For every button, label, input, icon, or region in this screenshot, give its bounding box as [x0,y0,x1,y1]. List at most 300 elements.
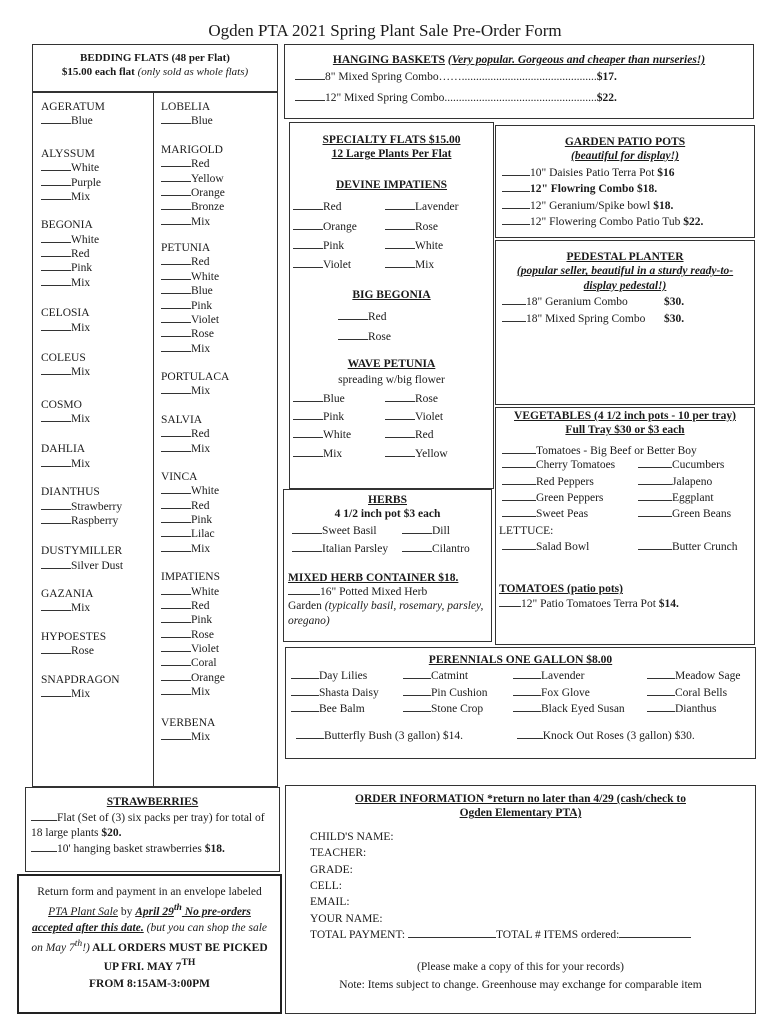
item-label: Pink [323,410,345,423]
item-label: Rose [415,220,438,233]
return-p1: Return form and payment in an envelope labeled [37,886,262,898]
perennials-heading: PERENNIALS ONE GALLON $8.00 [428,654,613,666]
quantity-blank[interactable] [161,114,191,124]
strawberry-flat-blank[interactable] [31,811,57,821]
return-shop-end: !) [82,941,90,954]
return-instructions-box [17,874,282,1014]
perennial-blank[interactable] [647,702,675,712]
quantity-blank[interactable] [293,220,323,230]
item-label: Italian Parsley [322,543,389,556]
strawberry-basket-blank[interactable] [31,842,57,852]
perennial-label: Black Eyed Susan [541,703,625,716]
grid-row [293,428,493,442]
plant-variety [161,270,271,284]
quantity-blank[interactable] [41,559,71,569]
quantity-blank[interactable] [638,507,672,517]
quantity-blank[interactable] [41,601,71,611]
quantity-blank[interactable] [161,200,191,210]
item-label: Butter Crunch [672,541,738,553]
item-label: Green Beans [672,508,732,521]
quantity-blank[interactable] [161,157,191,167]
order-field-label: EMAIL: [310,896,350,909]
order-field-row [310,911,755,926]
plant-name: DAHLIA [41,443,86,456]
plant-name: HYPOESTES [41,630,107,643]
grid-cell [638,458,758,472]
page-title: Ogden PTA 2021 Spring Plant Sale Pre-Order Form [208,21,562,40]
quantity-blank[interactable] [161,642,191,652]
plant-name: VERBENA [161,716,216,729]
quantity-blank[interactable] [402,524,432,534]
quantity-blank[interactable] [161,671,191,681]
item-label: Sweet Basil [322,524,377,537]
patio-pot-item [502,182,754,196]
item-label: Raspberry [71,514,119,527]
perennial-label: Pin Cushion [431,686,488,699]
quantity-blank[interactable] [638,458,672,468]
quantity-blank[interactable] [41,365,71,375]
plant-group [41,147,151,205]
lettuce-label: LETTUCE: [499,524,554,537]
plant-variety [161,327,271,341]
item-label: Orange [191,186,225,199]
plant-variety [161,384,271,398]
bedding-right-column [161,100,271,758]
item-label: Pink [191,614,213,627]
item-label: Red [191,599,210,612]
plant-name: MARIGOLD [161,143,223,156]
item-label: Mix [71,366,91,379]
return-date-th: th [173,901,182,913]
big-begonia-item [338,310,493,324]
order-field-label: GRADE: [310,863,353,876]
plant-variety [41,190,151,204]
veg-sub: Full Tray $30 or $3 each [565,424,685,437]
quantity-blank[interactable] [41,247,71,257]
bedding-price-note: (only sold as whole flats) [137,65,249,78]
perennial-cell [291,702,403,716]
quantity-blank[interactable] [161,284,191,294]
grid-cell [292,524,402,538]
plant-name: DIANTHUS [41,486,100,499]
perennial-cell [513,702,647,716]
perennial-blank[interactable] [647,669,675,679]
quantity-blank[interactable] [385,220,415,230]
grid-cell [293,239,385,253]
quantity-blank[interactable] [385,410,415,420]
herbs-heading: HERBS [368,494,407,506]
grid-cell [293,428,385,442]
quantity-blank[interactable] [41,500,71,510]
quantity-blank[interactable] [161,299,191,309]
perennial-blank[interactable] [513,702,541,712]
roses-blank[interactable] [517,729,543,739]
quantity-blank[interactable] [385,258,415,268]
quantity-blank[interactable] [293,392,323,402]
quantity-blank[interactable] [385,200,415,210]
quantity-blank[interactable] [293,239,323,249]
item-label: Mix [191,385,211,398]
quantity-blank[interactable] [41,190,71,200]
item-label: Bronze [191,201,225,214]
patio-pot-label: 12" Flowring Combo $18. [530,183,658,196]
quantity-blank[interactable] [161,656,191,666]
quantity-blank[interactable] [41,321,71,331]
quantity-blank[interactable] [385,447,415,457]
quantity-blank[interactable] [161,599,191,609]
patio-pot-blank[interactable] [502,182,530,192]
quantity-blank[interactable] [338,330,368,340]
herb-container-blank[interactable] [288,585,320,595]
quantity-blank[interactable] [41,457,71,467]
perennial-blank[interactable] [513,669,541,679]
item-label: Cucumbers [672,459,725,472]
veg-tomatoes-blank[interactable] [502,444,536,454]
return-shop: (but you can shop the sale on May 7 [31,922,268,954]
item-label: Mix [71,190,91,203]
hanging-basket-blank[interactable] [295,70,325,80]
item-label: Coral [191,657,217,670]
grid-cell [502,458,638,472]
hanging-basket-price: $17. [596,71,617,84]
patio-tomatoes-blank[interactable] [499,597,521,607]
perennial-row [291,669,755,683]
quantity-blank[interactable] [161,215,191,225]
perennial-label: Day Lilies [319,670,368,683]
plant-variety [161,186,271,200]
hanging-basket-item [295,91,753,105]
perennial-blank[interactable] [403,669,431,679]
plant-variety [161,114,271,128]
quantity-blank[interactable] [41,276,71,286]
perennial-cell [513,686,647,700]
perennial-blank[interactable] [513,686,541,696]
perennial-blank[interactable] [291,702,319,712]
quantity-blank[interactable] [638,540,672,550]
perennial-label: Meadow Sage [675,670,741,683]
quantity-blank[interactable] [161,270,191,280]
bedding-flats-header-box [32,44,278,92]
plant-variety [41,559,151,573]
grid-row [502,458,754,472]
quantity-blank[interactable] [161,186,191,196]
order-note: Note: Items subject to change. Greenhouse may exchange for comparable item [339,978,702,991]
quantity-blank[interactable] [502,491,536,501]
perennial-cell [291,686,403,700]
plant-variety [161,157,271,171]
item-label: Green Peppers [536,491,604,504]
quantity-blank[interactable] [161,442,191,452]
item-label: Red [323,201,342,214]
hanging-basket-price: $22. [596,91,617,104]
item-label: White [191,270,220,283]
patio-pot-blank[interactable] [502,215,530,225]
quantity-blank[interactable] [502,458,536,468]
quantity-blank[interactable] [385,239,415,249]
pedestal-planter-box [495,240,755,405]
plant-group [41,442,151,471]
quantity-blank[interactable] [41,644,71,654]
order-field-row [310,894,755,909]
grid-cell [292,542,402,556]
grid-row [502,507,754,521]
patio-heading: GARDEN PATIO POTS [564,136,686,148]
plant-variety [161,599,271,613]
order-field-row [310,862,755,877]
plant-variety [41,176,151,190]
order-field-row [310,878,755,893]
plant-variety [41,457,151,471]
plant-variety [41,233,151,247]
perennial-cell [403,702,513,716]
grid-cell [293,447,385,461]
plant-variety [161,613,271,627]
quantity-blank[interactable] [41,176,71,186]
order-information-box [285,785,756,1014]
patio-pot-price: $18. [653,199,674,212]
item-label: Orange [323,220,357,233]
patio-pot-item [502,215,754,229]
quantity-blank[interactable] [385,428,415,438]
perennial-blank[interactable] [647,686,675,696]
plant-variety [161,499,271,513]
item-label: White [71,162,100,175]
bedding-heading: BEDDING FLATS (48 per Flat) [80,52,230,64]
item-label: Mix [71,321,91,334]
butterfly-blank[interactable] [296,729,324,739]
plant-variety [161,542,271,556]
quantity-blank[interactable] [41,233,71,243]
patio-pot-price: $16 [657,166,675,179]
grid-cell [502,540,638,554]
grid-cell [638,491,758,505]
item-label: Cherry Tomatoes [536,459,616,472]
quantity-blank[interactable] [292,524,322,534]
item-label: White [191,485,220,498]
plant-name: DUSTYMILLER [41,545,123,558]
plant-group [41,351,151,380]
order-field-row [310,829,755,844]
quantity-blank[interactable] [293,410,323,420]
item-label: Mix [415,259,435,272]
bedding-price: $15.00 each flat [61,65,135,78]
total-items-field[interactable] [619,927,691,938]
return-label: PTA Plant Sale [48,905,118,918]
item-label: Cilantro [432,543,470,556]
return-date: April 29 [135,905,174,918]
herbs-box [283,489,492,642]
grid-row [293,239,493,253]
item-label: Mix [71,602,91,615]
perennial-blank[interactable] [403,702,431,712]
quantity-blank[interactable] [502,540,536,550]
plant-name: PETUNIA [161,242,211,254]
item-label: Dill [432,524,450,537]
grid-cell [385,410,485,424]
item-label: Lilac [191,528,215,541]
quantity-blank[interactable] [338,310,368,320]
veg-heading: VEGETABLES (4 1/2 inch pots - 10 per tray) [514,410,736,422]
patio-pot-blank[interactable] [502,199,530,209]
pedestal-label: 18" Geranium Combo [526,296,628,309]
plant-variety [41,365,151,379]
quantity-blank[interactable] [161,342,191,352]
item-label: Red [415,429,434,442]
strawberry-flat: Flat (Set of (3) six packs per tray) for total of 18 large plants [31,812,265,839]
return-no-preorders: No pre-orders accepted after this date. [31,905,251,935]
item-label: Silver Dust [71,559,124,572]
plant-name: ALYSSUM [41,147,95,160]
quantity-blank[interactable] [161,384,191,394]
hanging-basket-item [295,70,753,84]
perennial-label: Shasta Daisy [319,686,379,699]
plant-variety [161,299,271,313]
plant-variety [161,671,271,685]
perennial-blank[interactable] [403,686,431,696]
specialty-subheading: 12 Large Plants Per Flat [331,148,452,161]
quantity-blank[interactable] [293,447,323,457]
quantity-blank[interactable] [41,161,71,171]
plant-variety [41,247,151,261]
quantity-blank[interactable] [293,258,323,268]
quantity-blank[interactable] [161,484,191,494]
quantity-blank[interactable] [502,475,536,485]
grid-cell [402,524,492,538]
plant-group [161,100,271,129]
strawberry-basket: 10' hanging basket strawberries [57,843,205,856]
grid-cell [293,410,385,424]
plant-variety [161,172,271,186]
item-label: Sweet Peas [536,508,589,521]
veg-tomatoes: Tomatoes - Big Beef or Better Boy [536,444,697,457]
quantity-blank[interactable] [402,542,432,552]
quantity-blank[interactable] [161,427,191,437]
quantity-blank[interactable] [41,261,71,271]
herb-container-desc: Garden [288,600,325,613]
plant-variety [161,513,271,527]
grid-cell [638,540,758,554]
quantity-blank[interactable] [41,412,71,422]
item-label: Salad Bowl [536,541,590,553]
plant-variety [41,514,151,528]
plant-group [161,241,271,356]
grid-cell [502,507,638,521]
perennial-label: Catmint [431,670,469,683]
quantity-blank[interactable] [292,542,322,552]
grid-row [292,542,491,556]
perennial-blank[interactable] [291,686,319,696]
plant-name: IMPATIENS [161,571,221,584]
quantity-blank[interactable] [161,542,191,552]
item-label: Violet [191,313,220,326]
quantity-blank[interactable] [161,499,191,509]
quantity-blank[interactable] [638,491,672,501]
patio-pot-blank[interactable] [502,166,530,176]
plant-variety [41,114,151,128]
quantity-blank[interactable] [161,628,191,638]
quantity-blank[interactable] [41,114,71,124]
quantity-blank[interactable] [161,327,191,337]
pedestal-label: 18" Mixed Spring Combo [526,312,646,325]
item-label: Rose [71,645,94,658]
return-by: by [117,905,136,918]
plant-group [41,673,151,702]
perennial-label: Bee Balm [319,703,365,716]
quantity-blank[interactable] [638,475,672,485]
plant-group [161,470,271,556]
item-label: Pink [191,299,213,312]
quantity-blank[interactable] [161,585,191,595]
quantity-blank[interactable] [161,685,191,695]
perennial-blank[interactable] [291,669,319,679]
plant-name: BEGONIA [41,219,93,232]
grid-cell [638,507,758,521]
wave-petunia-title: WAVE PETUNIA [347,357,436,370]
pedestal-sub: (popular seller, beautiful in a sturdy ready-to-display pedestal!) [516,265,734,292]
quantity-blank[interactable] [41,514,71,524]
item-label: White [323,429,352,442]
quantity-blank[interactable] [502,507,536,517]
perennial-cell [403,669,513,683]
item-label: Pink [71,262,93,275]
item-label: Mix [191,686,211,699]
quantity-blank[interactable] [161,730,191,740]
plant-variety [41,500,151,514]
plant-name: AGERATUM [41,101,105,113]
quantity-blank[interactable] [385,392,415,402]
patio-pot-item [502,199,754,213]
quantity-blank[interactable] [293,428,323,438]
grid-cell [385,392,485,406]
pedestal-blank[interactable] [502,312,526,322]
quantity-blank[interactable] [41,687,71,697]
quantity-blank[interactable] [293,200,323,210]
plant-variety [161,656,271,670]
herb-container-title: MIXED HERB CONTAINER $18. [288,571,459,584]
plant-variety [41,276,151,290]
grid-row [293,258,493,272]
quantity-blank[interactable] [161,513,191,523]
quantity-blank[interactable] [161,613,191,623]
grid-row [502,491,754,505]
plant-variety [41,687,151,701]
plant-group [161,570,271,699]
grid-row [293,392,493,406]
pedestal-blank[interactable] [502,295,526,305]
quantity-blank[interactable] [161,255,191,265]
hanging-heading: HANGING BASKETS [332,54,446,66]
plant-variety [161,200,271,214]
plant-variety [161,215,271,229]
item-label: Lavender [415,201,459,214]
strawberries-box [25,787,280,872]
item-label: Mix [71,276,91,289]
quantity-blank[interactable] [161,172,191,182]
total-payment-field[interactable] [408,927,496,938]
herbs-sub: 4 1/2 inch pot $3 each [334,508,441,521]
herb-container-item: 16" Potted Mixed Herb [320,585,428,598]
quantity-blank[interactable] [161,527,191,537]
total-payment-label: TOTAL PAYMENT: [310,929,406,941]
plant-variety [41,412,151,426]
perennial-label: Coral Bells [675,686,728,699]
quantity-blank[interactable] [161,313,191,323]
item-label: Red Peppers [536,475,594,488]
patio-pot-item [502,166,754,180]
hanging-basket-blank[interactable] [295,91,325,101]
pedestal-item [502,312,754,326]
item-label: Jalapeno [672,475,713,488]
